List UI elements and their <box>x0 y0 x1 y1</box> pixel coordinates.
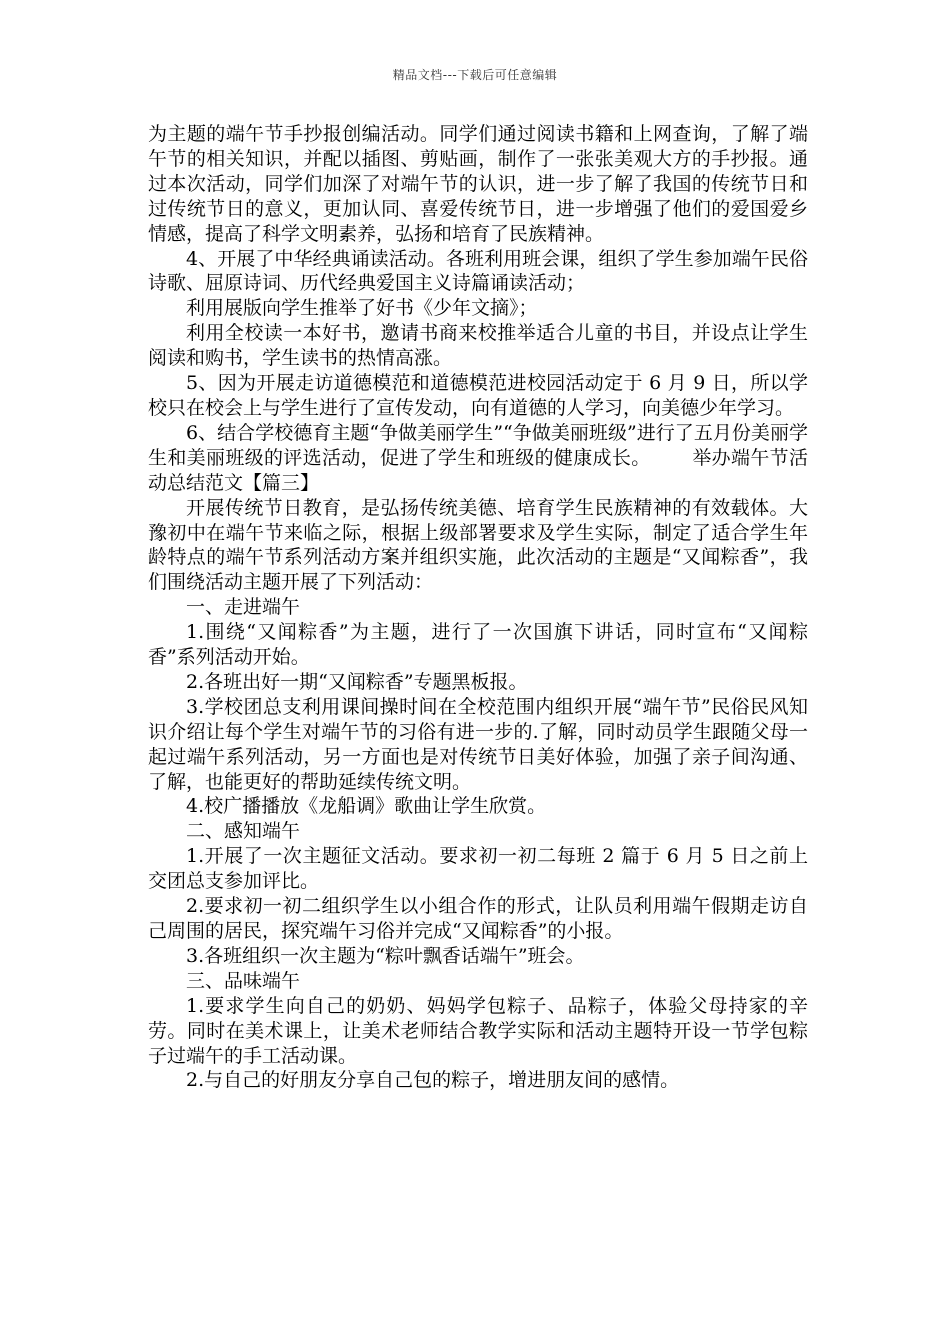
list-item-1-2: 2.各班出好一期“又闻粽香”专题黑板报。 <box>186 670 528 693</box>
section-heading: 举办端午节活动总结范文【篇三】 <box>148 446 808 494</box>
paragraph-6-text: 6、结合学校德育主题“争做美丽学生”“争做美丽班级”进行了五月份美丽学生和美丽班级的评选活动，促进了学生和班级的健康成长。 <box>148 421 808 469</box>
paragraph-5: 5、因为开展走访道德模范和道德模范进校园活动定于 6 月 9 日，所以学校只在校会上与学生进行了宣传发动，向有道德的人学习，向美德少年学习。 <box>148 372 808 419</box>
list-item-2-3: 3.各班组织一次主题为“粽叶飘香话端午”班会。 <box>186 944 585 967</box>
paragraph-3: 利用展版向学生推举了好书《少年文摘》； <box>186 297 538 320</box>
paragraph-2: 4、开展了中华经典诵读活动。各班利用班会课，组织了学生参加端午民俗诗歌、屈原诗词、历代经典爱国主义诗篇诵读活动； <box>148 247 808 295</box>
list-item-1-3: 3.学校团总支利用课间操时间在全校范围内组织开展“端午节”民俗民风知识介绍让每个学生对端午节的习俗有进一步的.了解，同时动员学生跟随父母一起过端午系列活动，另一方面也是对传统节日美好体验，加强了亲子间沟通、了解，也能更好的帮助延续传统文明。 <box>148 695 808 793</box>
list-item-3-1: 1.要求学生向自己的奶奶、妈妈学包粽子、品粽子，体验父母持家的辛劳。同时在美术课上，让美术老师结合教学实际和活动主题特开设一节学包粽子过端午的手工活动课。 <box>148 994 808 1067</box>
list-item-1-4: 4.校广播播放《龙船调》歌曲让学生欣赏。 <box>186 795 547 818</box>
paragraph-1: 为主题的端午节手抄报创编活动。同学们通过阅读书籍和上网查询，了解了端午节的相关知识，并配以插图、剪贴画，制作了一张张美观大方的手抄报。通过本次活动，同学们加深了对端午节的认识，进一步了解了我国的传统节日和过传统节日的意义，更加认同、喜爱传统节日，进一步增强了他们的爱国爱乡情感，提高了科学文明素养，弘扬和培育了民族精神。 <box>148 123 808 245</box>
section-title-2: 二、感知端午 <box>186 820 301 843</box>
list-item-1-1: 1.围绕“又闻粽香”为主题，进行了一次国旗下讲话，同时宣布“又闻粽香”系列活动开始。 <box>148 621 808 669</box>
page-header: 精品文档---下载后可任意编辑 <box>392 68 558 82</box>
list-item-2-2: 2.要求初一初二组织学生以小组合作的形式，让队员利用端午假期走访自己周围的居民，探究端午习俗并完成“又闻粽香”的小报。 <box>148 895 808 942</box>
section-title-3: 三、品味端午 <box>186 969 301 992</box>
list-item-3-2: 2.与自己的好朋友分享自己包的粽子，增进朋友间的感情。 <box>186 1069 680 1092</box>
paragraph-6 <box>148 421 808 496</box>
section-title-1: 一、走进端午 <box>186 596 301 619</box>
list-item-2-1: 1.开展了一次主题征文活动。要求初一初二每班 2 篇于 6 月 5 日之前上交团总支参加评比。 <box>148 845 808 893</box>
paragraph-7: 开展传统节日教育，是弘扬传统美德、培育学生民族精神的有效载体。大豫初中在端午节来临之际，根据上级部署要求及学生实际，制定了适合学生年龄特点的端午节系列活动方案并组织实施，此次活动的主题是“又闻粽香”，我们围绕活动主题开展了下列活动： <box>148 496 808 594</box>
document-body <box>148 122 808 1093</box>
paragraph-4: 利用全校读一本好书，邀请书商来校推举适合儿童的书目，并设点让学生阅读和购书，学生读书的热情高涨。 <box>148 322 808 370</box>
